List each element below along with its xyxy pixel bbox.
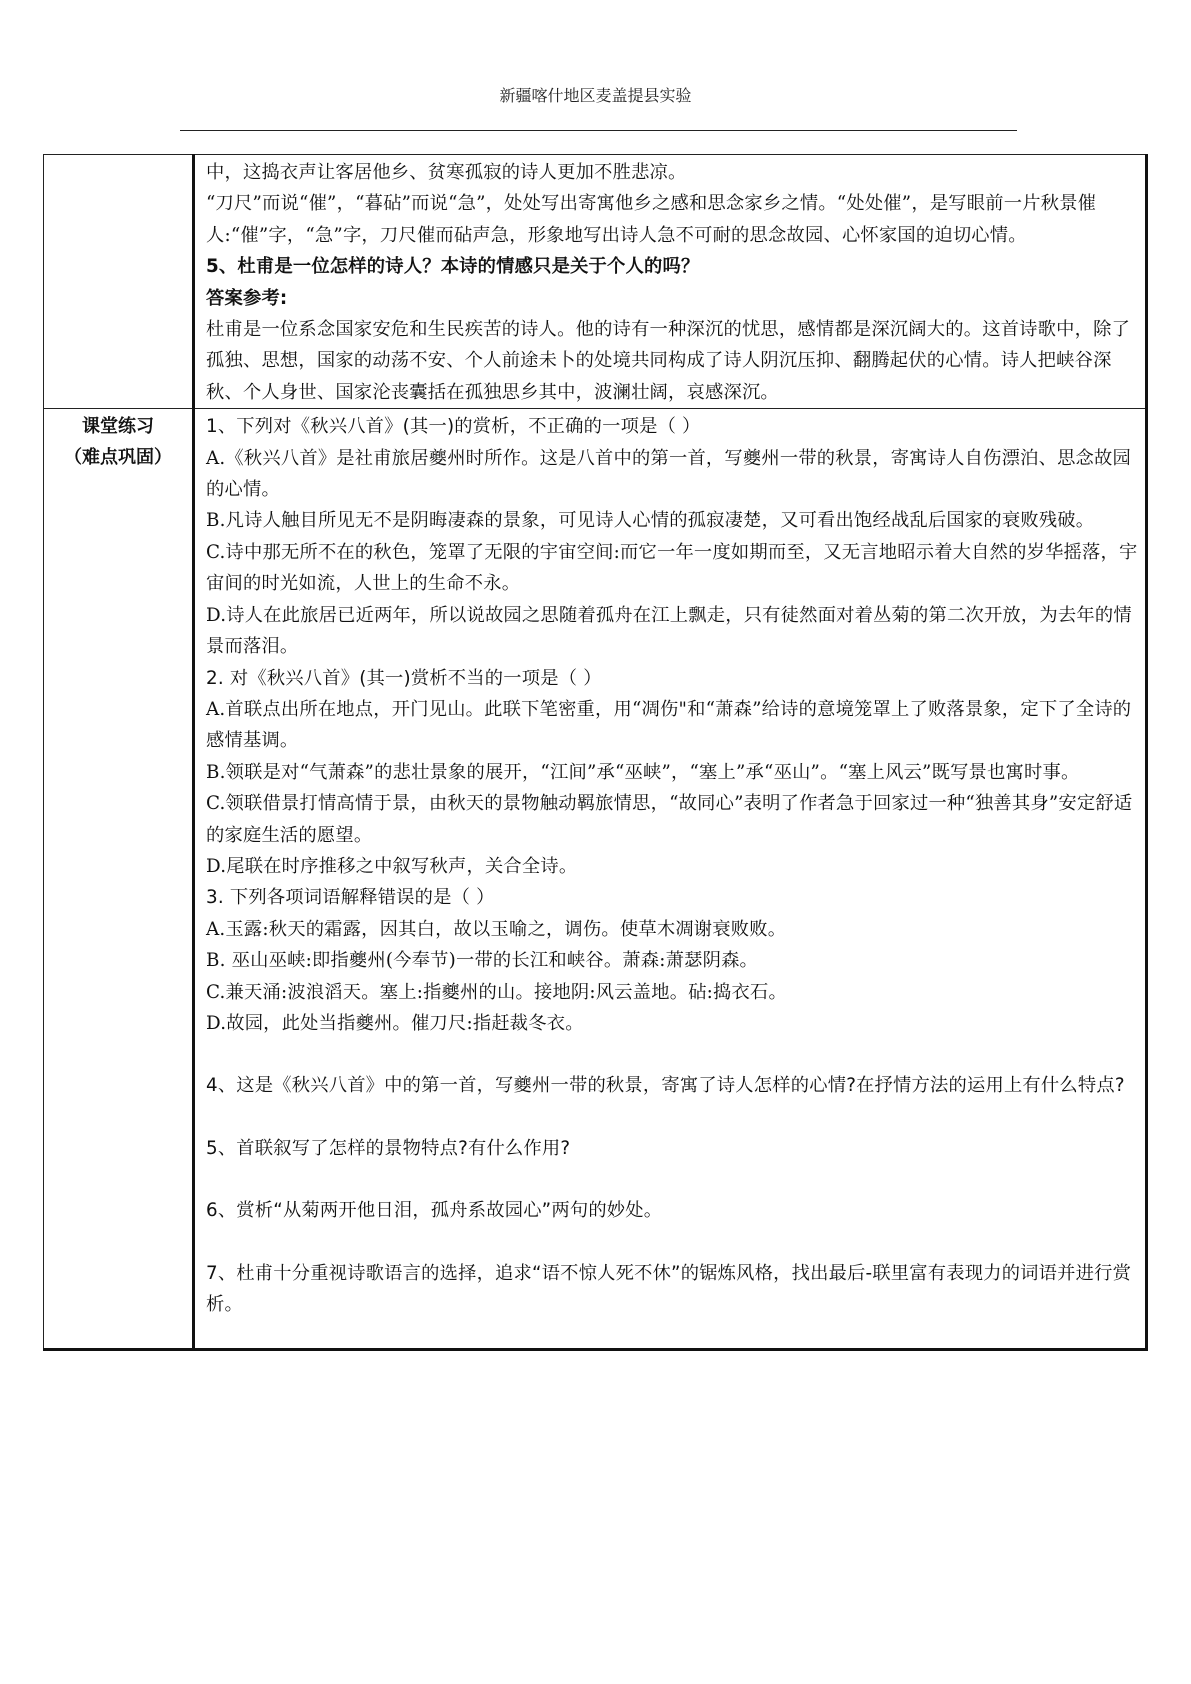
q2-option-b: B.领联是对“气萧森”的悲壮景象的展开，“江间”承“巫峡”，“塞上”承“巫山”。“塞上风云”既写景也寓时事。 [206, 761, 1080, 783]
q1-option-b: B.凡诗人触目所见无不是阴晦凄森的景象，可见诗人心情的孤寂凄楚，又可看出饱经战乱后国家的衰败残破。 [206, 510, 1095, 532]
answer-text-continued: 中，这捣衣声让客居他乡、贫寒孤寂的诗人更加不胜悲凉。 [206, 162, 687, 183]
q2-stem: 2. 对《秋兴八首》(其一)赏析不当的一项是（ ） [206, 667, 602, 689]
q2-option-a: A.首联点出所在地点，开门见山。此联下笔密重，用“凋伤"和“萧森”给诗的意境笼罩上了败落景象，定下了全诗的感情基调。 [206, 698, 1132, 752]
table-row-answer [44, 155, 1147, 409]
q1-option-d: D.诗人在此旅居已近两年，所以说故园之思随着孤舟在江上飘走，只有徒然面对着丛菊的第二次开放，为去年的情景而落泪。 [206, 604, 1132, 658]
q4-text: 4、这是《秋兴八首》中的第一首，写夔州一带的秋景，寄寓了诗人怎样的心情?在抒情方法的运用上有什么特点? [206, 1075, 1125, 1097]
q1-option-a: A.《秋兴八首》是社甫旅居夔州时所作。这是八首中的第一首，写夔州一带的秋景，寄寓诗人自伤漂泊、思念故园的心情。 [206, 447, 1131, 501]
question-5-heading: 5、杜甫是一位怎样的诗人？本诗的情感只是关于个人的吗？ [206, 256, 700, 278]
q6-text: 6、赏析“从菊两开他日泪，孤舟系故园心”两句的妙处。 [206, 1200, 663, 1222]
practice-label-line1: 课堂练习 [82, 416, 154, 438]
q3-option-d: D.故园，此处当指夔州。催刀尺:指赶裁冬衣。 [206, 1012, 584, 1034]
spacer [206, 1320, 1141, 1348]
answer-text-cui-ji: “刀尺”而说“催”，“暮砧”而说“急”，处处写出寄寓他乡之感和思念家乡之情。“处处催”，是写眼前一片秋景催人:“催”字，“急”字，刀尺催而砧声急，形象地写出诗人急不可耐的思念故园、心怀家国的迫切心情。 [206, 193, 1097, 246]
q3-option-b: B. 巫山巫峡:即指夔州(今奉节)一带的长江和峡谷。萧森:萧瑟阴森。 [206, 950, 759, 972]
page-header-title: 新疆喀什地区麦盖提县实验 [499, 86, 692, 105]
row1-label-cell [44, 155, 194, 409]
spacer [206, 1039, 1141, 1070]
q2-option-c: C.领联借景打情高情于景，由秋天的景物触动羁旅情思，“故同心”表明了作者急于回家过一种“独善其身”安定舒适的家庭生活的愿望。 [206, 793, 1133, 846]
q5-text: 5、首联叙写了怎样的景物特点?有什么作用? [206, 1137, 571, 1159]
row2-content-cell [194, 409, 1147, 1350]
practice-label [44, 409, 192, 473]
q3-stem: 3. 下列各项词语解释错误的是（ ） [206, 887, 495, 909]
table-row-practice [44, 409, 1147, 1350]
spacer [206, 1102, 1141, 1133]
row2-label-cell [44, 409, 194, 1350]
header-divider [180, 130, 1017, 131]
answer-5-text: 杜甫是一位系念国家安危和生民疾苦的诗人。他的诗有一种深沉的忧思，感情都是深沉阔大的。这首诗歌中，除了孤独、思想，国家的动荡不安、个人前途未卜的处境共同构成了诗人阴沉压抑、翻腾起伏的心情。诗人把峡谷深秋、个人身世、国家沦丧囊括在孤独思乡其中，波澜壮阔，哀感深沉。 [206, 319, 1131, 403]
q1-option-c: C.诗中那无所不在的秋色，笼罩了无限的宇宙空间:而它一年一度如期而至，又无言地昭示着大自然的岁华摇落，宇宙间的时光如流，人世上的生命不永。 [206, 541, 1138, 595]
spacer [206, 1164, 1141, 1195]
practice-label-line2: （难点巩固） [64, 447, 172, 469]
q3-option-a: A.玉露:秋天的霜露，因其白，故以玉喻之，调伤。使草木凋谢衰败败。 [206, 918, 787, 940]
spacer [206, 1227, 1141, 1258]
answer-reference-label: 答案参考: [206, 287, 288, 309]
row1-label [44, 155, 192, 157]
row1-content-cell [194, 155, 1147, 409]
q3-option-c: C.兼天涌:波浪滔天。塞上:指夔州的山。接地阴:风云盖地。砧:捣衣石。 [206, 981, 787, 1003]
q1-stem: 1、下列对《秋兴八首》(其一)的赏析，不正确的一项是（ ） [206, 416, 701, 438]
worksheet-table [43, 154, 1148, 1351]
q2-option-d: D.尾联在时序推移之中叙写秋声，关合全诗。 [206, 855, 578, 877]
q7-text: 7、杜甫十分重视诗歌语言的选择，追求“语不惊人死不休”的锯炼风格，找出最后-联里富有表现力的词语并进行赏析。 [206, 1262, 1132, 1315]
